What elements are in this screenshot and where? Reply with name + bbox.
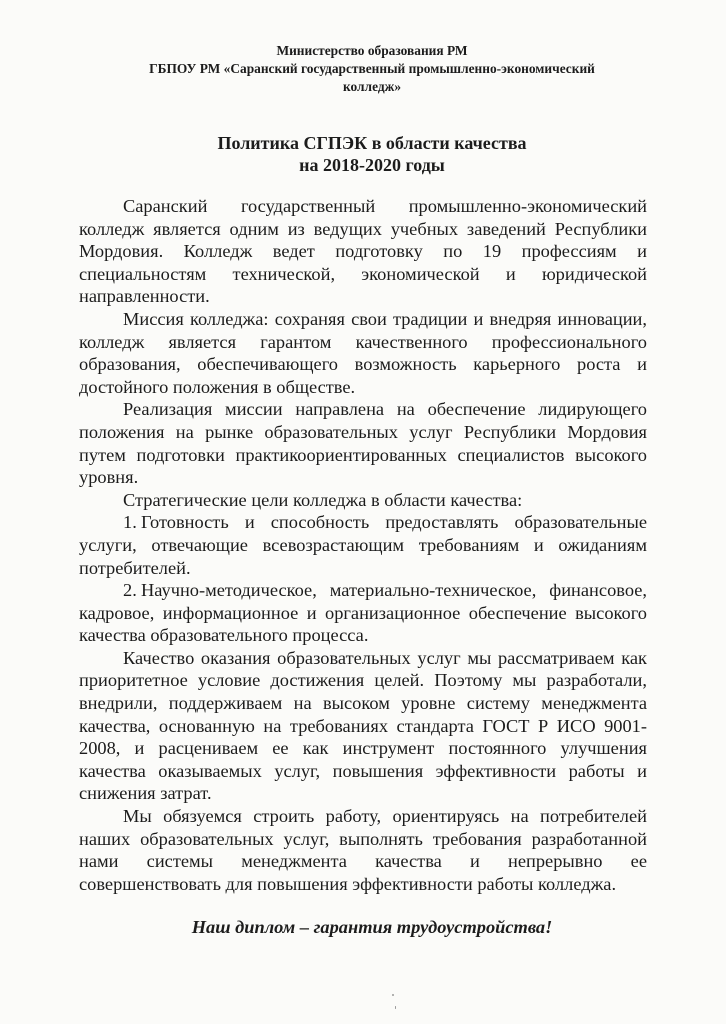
paragraph-intro: Саранский государственный промышленно-экономический колледж является одним из ведущих учебных заведений Республики Мордовия. Колледж ведет подготовку по 19 профессиям и специальностям технической, экономической и юридической направленности.: [79, 196, 647, 307]
scan-speck: [395, 1006, 396, 1009]
header-ministry: Министерство образования РМ: [276, 43, 468, 58]
title-line2: на 2018-2020 годы: [299, 155, 445, 175]
header-college-line1: ГБПОУ РМ «Саранский государственный промышленно-экономический: [149, 61, 595, 76]
paragraph-goals-heading: Стратегические цели колледжа в области качества:: [123, 489, 523, 510]
scan-speck: [392, 994, 394, 996]
goal-item-2-text: Научно-методическое, материально-техническое, финансовое, кадровое, информационное и организационное обеспечение высокого качества образовательного процесса.: [79, 580, 647, 646]
paragraph-implementation: Реализация миссии направлена на обеспечение лидирующего положения на рынке образовательных услуг Республики Мордовия путем подготовки практикоориентированных специалистов высокого уровня.: [79, 399, 647, 488]
goal-item-1-text: Готовность и способность предоставлять образовательные услуги, отвечающие всевозрастающим требованиям и ожиданиям потребителей.: [79, 512, 647, 578]
goal-item-2-number: 2.: [123, 580, 137, 601]
paragraph-mission: Миссия колледжа: сохраняя свои традиции и внедряя инновации, колледж является гарантом качественного профессионального образования, обеспечивающего возможность карьерного роста и достойного положения в обществе.: [79, 308, 647, 397]
goal-item-1-number: 1.: [123, 512, 137, 533]
motto: Наш диплом – гарантия трудоустройства!: [191, 917, 553, 937]
title-line1: Политика СГПЭК в области качества: [217, 133, 527, 153]
document-title: [60, 132, 684, 176]
document-body: [79, 195, 647, 895]
header-college-line2: колледж»: [342, 79, 402, 94]
goal-item-1: [79, 511, 647, 579]
goal-item-2: [79, 579, 647, 647]
paragraph-quality: Качество оказания образовательных услуг мы рассматриваем как приоритетное условие достижения целей. Поэтому мы разработали, внедрили, поддерживаем на высоком уровне систему менеджмента качества, основанную на требованиях стандарта ГОСТ Р ИСО 9001-2008, и расцениваем ее как инструмент постоянного улучшения качества оказываемых услуг, повышения эффективности работы и снижения затрат.: [79, 647, 647, 804]
document-header: [60, 42, 684, 96]
paragraph-commitment: Мы обязуемся строить работу, ориентируясь на потребителей наших образовательных услуг, выполнять требования разработанной нами системы менеджмента качества и непрерывно ее совершенствовать для повышения эффективности работы колледжа.: [79, 806, 647, 894]
